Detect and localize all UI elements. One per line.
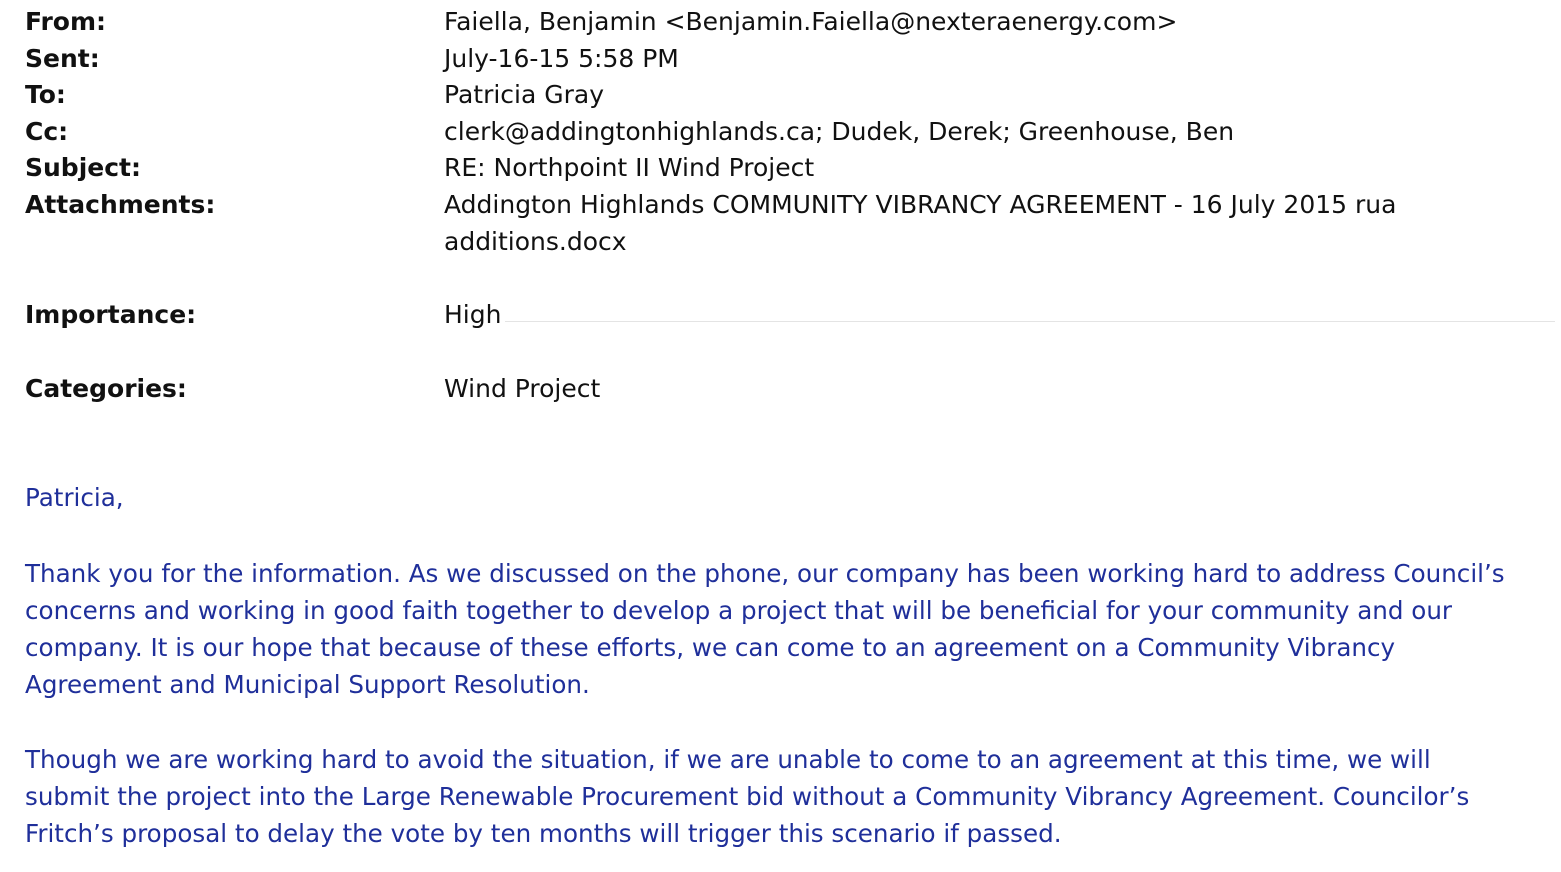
categories-label: Categories: [25, 374, 187, 403]
cc-value: clerk@addingtonhighlands.ca; Dudek, Derek; Greenhouse, Ben [444, 117, 1235, 146]
paragraph-2-line: submit the project into the Large Renewable Procurement bid without a Community Vibrancy Agreement. Councilor’s [25, 782, 1470, 811]
importance-label: Importance: [25, 300, 197, 329]
header-row-from [0, 4, 1561, 40]
header-row-to [0, 77, 1561, 113]
body-paragraph-1 [25, 555, 1505, 703]
attachment-filename-line1: Addington Highlands COMMUNITY VIBRANCY AGREEMENT - 16 July 2015 rua [444, 190, 1397, 219]
categories-value: Wind Project [444, 374, 601, 403]
body-paragraph-2 [25, 741, 1469, 852]
attachments-label: Attachments: [25, 190, 216, 219]
attachment-filename-line2: additions.docx [444, 227, 627, 256]
divider [505, 321, 1555, 322]
header-row-importance [0, 297, 1561, 333]
subject-value: RE: Northpoint II Wind Project [444, 153, 815, 182]
header-row-attachments-cont [0, 224, 1561, 260]
paragraph-1-line: Thank you for the information. As we discussed on the phone, our company has been working hard to address Council’s [25, 559, 1505, 588]
from-label: From: [25, 7, 107, 36]
paragraph-2-line: Though we are working hard to avoid the situation, if we are unable to come to an agreement at this time, we will [25, 745, 1431, 774]
paragraph-1-line: Agreement and Municipal Support Resolution. [25, 670, 590, 699]
header-row-cc [0, 114, 1561, 150]
header-row-sent [0, 41, 1561, 77]
greeting: Patricia, [25, 483, 124, 512]
to-label: To: [25, 80, 66, 109]
cc-label: Cc: [25, 117, 69, 146]
paragraph-1-line: company. It is our hope that because of these efforts, we can come to an agreement on a Community Vibrancy [25, 633, 1396, 662]
paragraph-1-line: concerns and working in good faith together to develop a project that will be beneficial for your community and our [25, 596, 1453, 625]
header-row-attachments [0, 187, 1561, 223]
importance-value: High [444, 300, 502, 329]
subject-label: Subject: [25, 153, 141, 182]
from-value: Faiella, Benjamin <Benjamin.Faiella@nexteraenergy.com> [444, 7, 1178, 36]
sent-label: Sent: [25, 44, 100, 73]
paragraph-2-line: Fritch’s proposal to delay the vote by ten months will trigger this scenario if passed. [25, 819, 1062, 848]
header-row-categories [0, 371, 1561, 407]
header-row-subject [0, 150, 1561, 186]
to-value: Patricia Gray [444, 80, 605, 109]
sent-value: July-16-15 5:58 PM [444, 44, 679, 73]
